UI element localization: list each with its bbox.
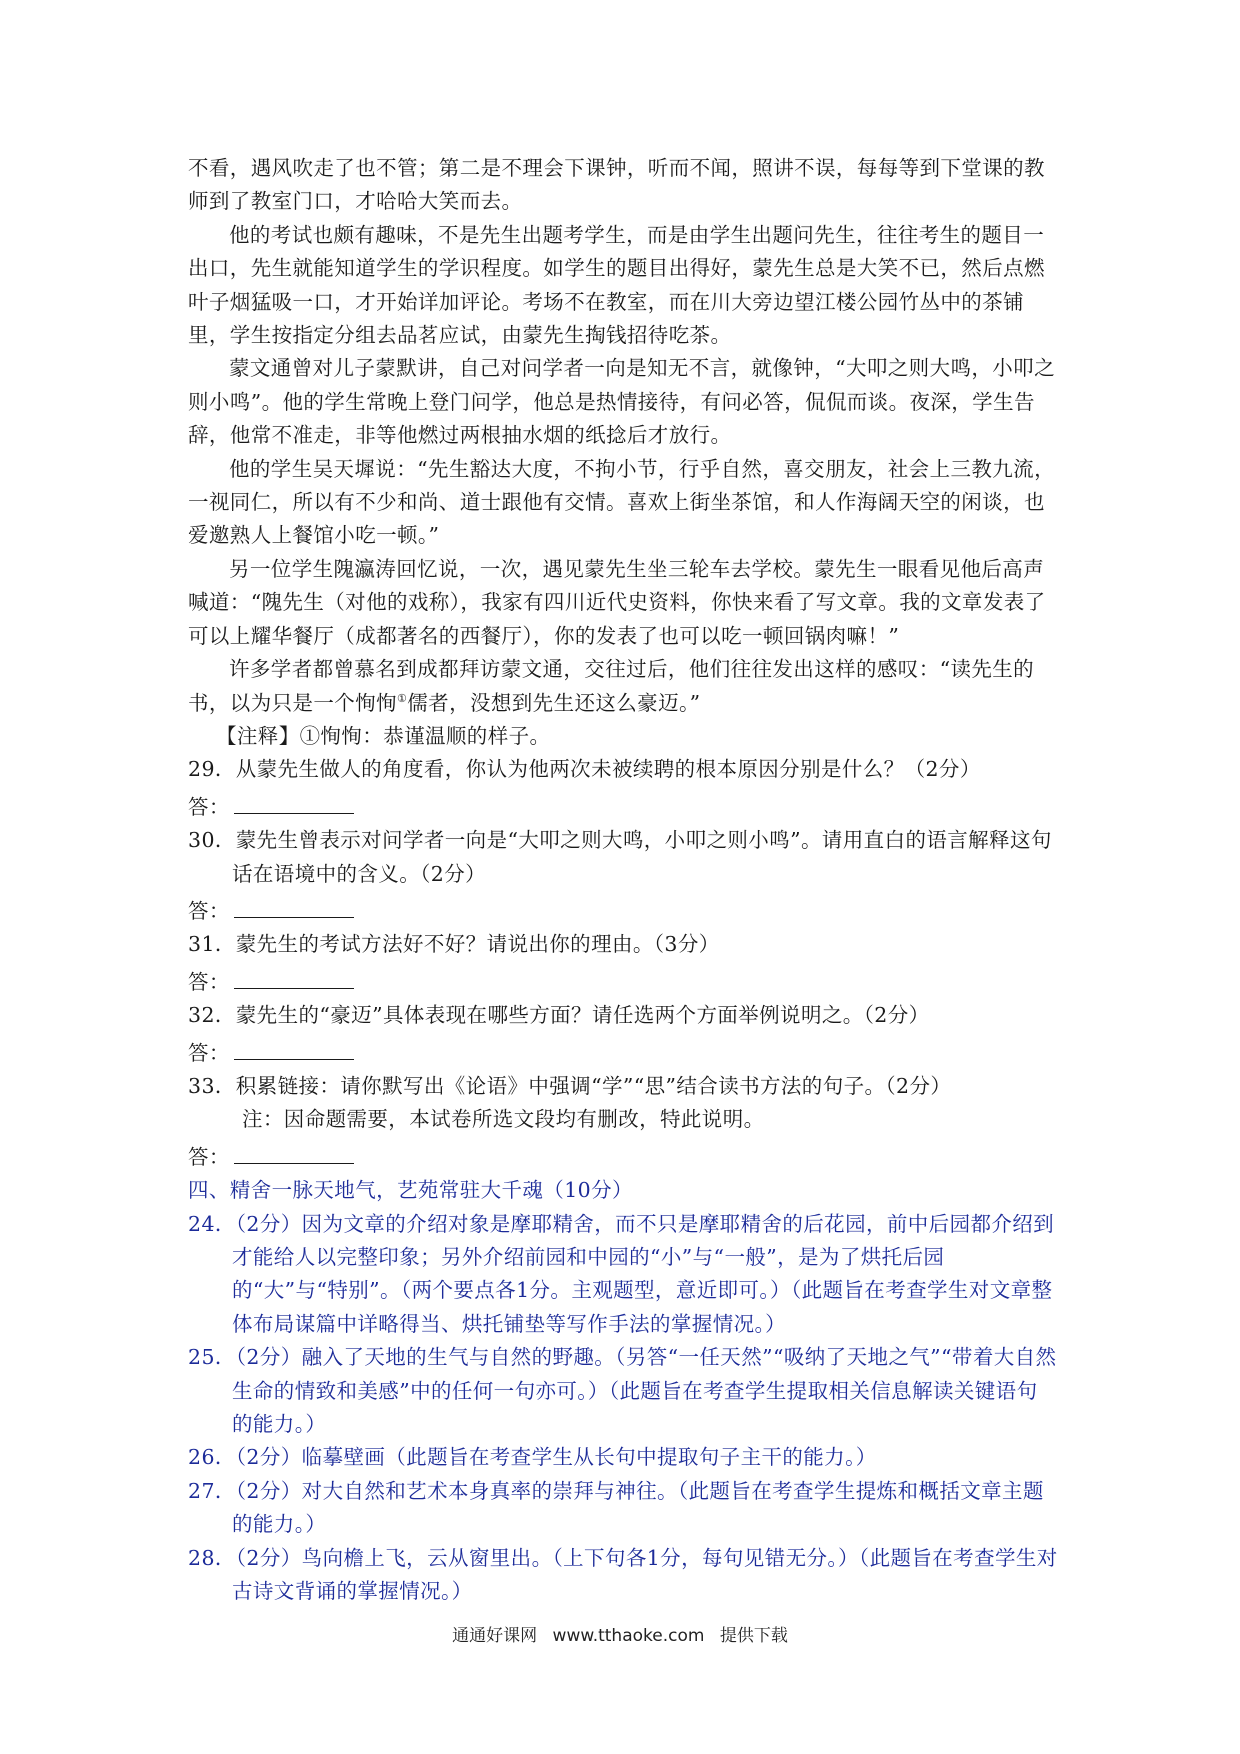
footer-url[interactable]: www.tthaoke.com xyxy=(552,1626,705,1646)
answer-line-33 xyxy=(188,1137,1058,1174)
answer-blank[interactable] xyxy=(234,1137,354,1164)
question-30: 30．蒙先生曾表示对问学者一向是“大叩之则大鸣，小叩之则小鸣”。请用直白的语言解释这句话在语境中的含义。（2分） xyxy=(188,828,1052,886)
answer-label: 答： xyxy=(188,1144,230,1169)
answer-label: 答： xyxy=(188,898,230,923)
answer-25: 25．（2分）融入了天地的生气与自然的野趣。（另答“一任天然”“吸纳了天地之气”“带着大自然生命的情致和美感”中的任何一句亦可。）（此题旨在考查学生提取相关信息解读关键语句的能力。） xyxy=(188,1345,1057,1437)
answer-label: 答： xyxy=(188,1040,230,1065)
answer-blank[interactable] xyxy=(234,787,354,814)
answer-blank[interactable] xyxy=(234,962,354,989)
answer-26: 26．（2分）临摹壁画（此题旨在考查学生从长句中提取句子主干的能力。） xyxy=(188,1445,877,1470)
passage-paragraph-1: 不看，遇风吹走了也不管；第二是不理会下课钟，听而不闻，照讲不误，每每等到下堂课的教师到了教室门口，才哈哈大笑而去。 xyxy=(188,156,1045,214)
footnote-marker: ① xyxy=(397,691,408,705)
page-footer xyxy=(0,1621,1240,1646)
footer-suffix: 提供下载 xyxy=(719,1626,788,1646)
page-content xyxy=(188,152,1058,1608)
passage-paragraph-6 xyxy=(188,653,1058,720)
passage-paragraph-4: 他的学生吴天墀说：“先生豁达大度，不拘小节，行乎自然，喜交朋友，社会上三教九流，一视同仁，所以有不少和尚、道士跟他有交情。喜欢上街坐茶馆，和人作海阔天空的闲谈，也爱邀熟人上餐馆小吃一顿。” xyxy=(188,456,1055,548)
answer-blank[interactable] xyxy=(234,891,354,918)
answer-blank[interactable] xyxy=(234,1033,354,1060)
passage-paragraph-5: 另一位学生隗瀛涛回忆说，一次，遇见蒙先生坐三轮车去学校。蒙先生一眼看见他后高声喊道：“隗先生（对他的戏称），我家有四川近代史资料，你快来看了写文章。我的文章发表了可以上耀华餐厅（成都著名的西餐厅），你的发表了也可以吃一顿回锅肉嘛！” xyxy=(188,556,1046,648)
answer-label: 答： xyxy=(188,969,230,994)
footer-site-name: 通通好课网 xyxy=(452,1626,538,1646)
answer-24: 24．（2分）因为文章的介绍对象是摩耶精舍，而不只是摩耶精舍的后花园，前中后园都介绍到才能给人以完整印象；另外介绍前园和中园的“小”与“一般”，是为了烘托后园的“大”与“特别”。（两个要点各1分。主观题型，意近即可。）（此题旨在考查学生对文章整体布局谋篇中详略得当、烘托铺垫等写作手法的掌握情况。） xyxy=(188,1211,1055,1336)
paragraph-6-text-a: 许多学者都曾慕名到成都拜访蒙文通，交往过后，他们往往发出这样的感叹：“读先生的书，以为只是一个恂恂 xyxy=(188,657,1035,715)
passage-paragraph-3: 蒙文通曾对儿子蒙默讲，自己对问学者一向是知无不言，就像钟，“大叩之则大鸣，小叩之则小鸣”。他的学生常晚上登门问学，他总是热情接待，有问必答，侃侃而谈。夜深，学生告辞，他常不准走，非等他燃过两根抽水烟的纸捻后才放行。 xyxy=(188,356,1055,448)
answer-27: 27．（2分）对大自然和艺术本身真率的崇拜与神往。（此题旨在考查学生提炼和概括文章主题的能力。） xyxy=(188,1478,1044,1537)
answer-line-29 xyxy=(188,787,1058,824)
answer-label: 答： xyxy=(188,794,230,819)
question-32: 32．蒙先生的“豪迈”具体表现在哪些方面？请任选两个方面举例说明之。（2分） xyxy=(188,1003,930,1028)
answer-line-30 xyxy=(188,891,1058,928)
passage-paragraph-2: 他的考试也颇有趣味，不是先生出题考学生，而是由学生出题问先生，往往考生的题目一出口，先生就能知道学生的学识程度。如学生的题目出得好，蒙先生总是大笑不已，然后点燃叶子烟猛吸一口，才开始详加评论。考场不在教室，而在川大旁边望江楼公园竹丛中的茶铺里，学生按指定分组去品茗应试，由蒙先生掏钱招待吃茶。 xyxy=(188,222,1045,348)
paragraph-6-text-b: 儒者，没想到先生还这么豪迈。” xyxy=(407,690,701,715)
answer-28: 28．（2分）鸟向檐上飞，云从窗里出。（上下句各1分，每句见错无分。）（此题旨在考查学生对古诗文背诵的掌握情况。） xyxy=(188,1545,1058,1604)
question-29: 29．从蒙先生做人的角度看，你认为他两次未被续聘的根本原因分别是什么？（2分） xyxy=(188,757,981,782)
answer-line-32 xyxy=(188,1033,1058,1070)
answer-section-title: 四、精舍一脉天地气，艺苑常驻大千魂（10分） xyxy=(188,1178,633,1203)
footnote: 【注释】①恂恂：恭谨温顺的样子。 xyxy=(216,723,551,748)
question-33: 33．积累链接：请你默写出《论语》中强调“学”“思”结合读书方法的句子。（2分） xyxy=(188,1073,952,1098)
question-33-note: 注：因命题需要，本试卷所选文段均有删改，特此说明。 xyxy=(242,1107,765,1132)
question-31: 31．蒙先生的考试方法好不好？请说出你的理由。（3分） xyxy=(188,932,720,957)
answer-line-31 xyxy=(188,962,1058,999)
